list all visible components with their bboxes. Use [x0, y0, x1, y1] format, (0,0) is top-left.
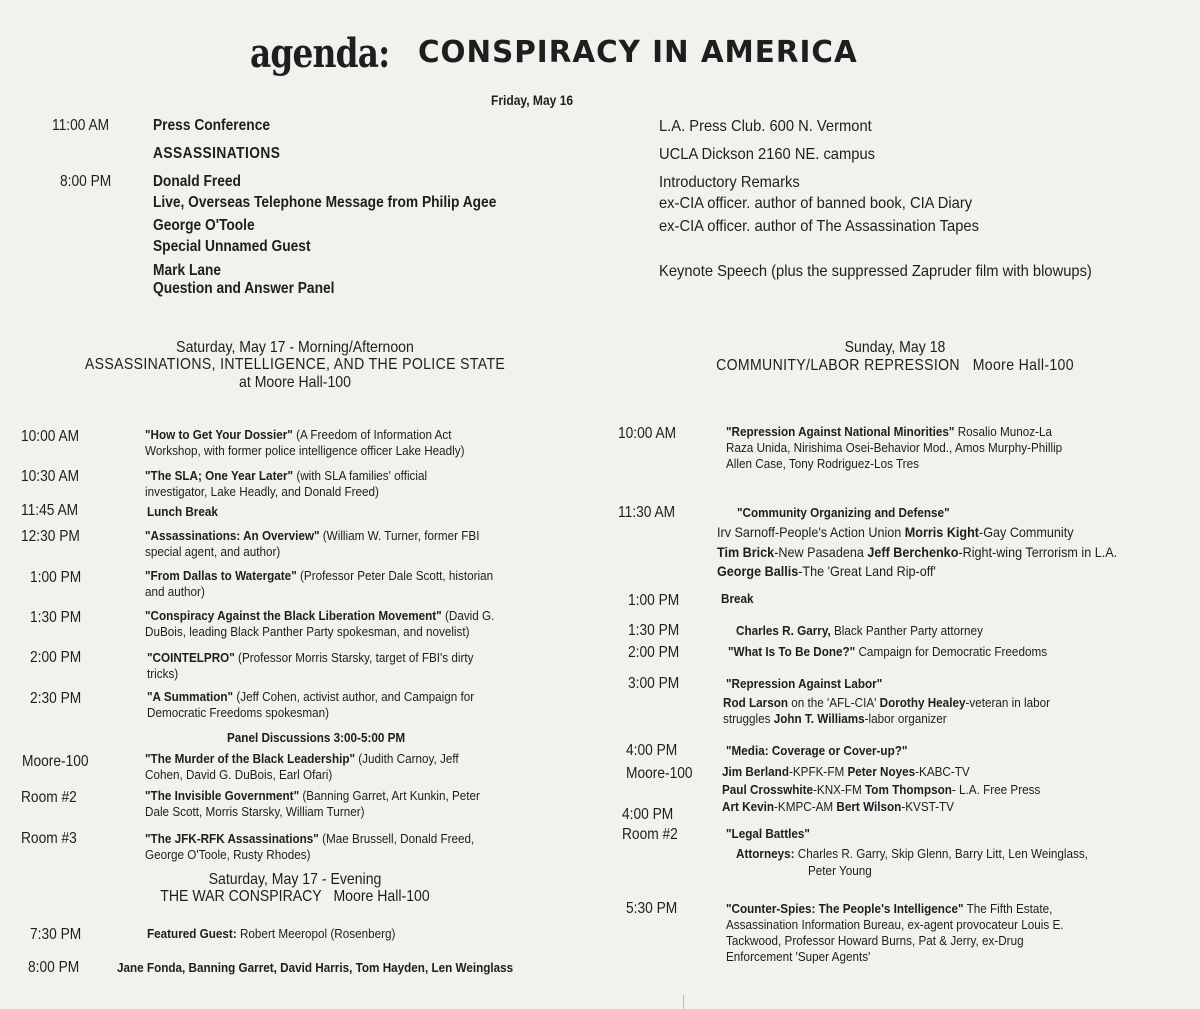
sun-session-garry: Charles R. Garry, Black Panther Party attorney — [736, 623, 983, 638]
sun-session-minorities-detail-2: Allen Case, Tony Rodriguez-Los Tres — [726, 456, 919, 471]
friday-item-press-conference: Press Conference — [153, 117, 271, 134]
sat-time-100: 1:00 PM — [30, 569, 82, 586]
friday-time-800: 8:00 PM — [60, 173, 112, 190]
sat-session-cointelpro-detail: tricks) — [147, 666, 179, 681]
friday-time-1100: 11:00 AM — [52, 117, 110, 134]
page-fold-mark — [683, 995, 684, 1009]
friday-detail-ucla: UCLA Dickson 2160 NE. campus — [659, 146, 875, 163]
sun-session-media-line-2: Paul Crosswhite-KNX-FM Tom Thompson- L.A. Free Press — [722, 782, 1041, 797]
saturday-head-venue: at Moore Hall-100 — [239, 374, 351, 391]
sun-session-legal: "Legal Battles" — [726, 826, 810, 841]
friday-item-assassinations: ASSASSINATIONS — [153, 145, 281, 162]
sat-session-overview-detail: special agent, and author) — [145, 544, 281, 559]
sun-time-400-room2: 4:00 PM — [622, 806, 674, 823]
sat-panel-black-leadership-detail: Cohen, David G. DuBois, Earl Ofari) — [145, 767, 333, 782]
sat-session-summation-detail: Democratic Freedoms spokesman) — [147, 705, 330, 720]
friday-item-mark-lane: Mark Lane — [153, 262, 222, 279]
sun-session-minorities: "Repression Against National Minorities" Rosalio Munoz-La — [726, 424, 1053, 439]
sat-time-1230: 12:30 PM — [21, 528, 80, 545]
sun-session-break: Break — [721, 591, 754, 606]
sat-panel-invisible-government: "The Invisible Government" (Banning Garret, Art Kunkin, Peter — [145, 788, 480, 803]
sat-session-black-liberation: "Conspiracy Against the Black Liberation Movement" (David G. — [145, 608, 495, 623]
sun-time-1130: 11:30 AM — [618, 504, 676, 521]
sat-panel-jfk-rfk: "The JFK-RFK Assassinations" (Mae Brussell, Donald Freed, — [145, 831, 475, 846]
sun-time-1000: 10:00 AM — [618, 425, 677, 442]
sunday-head-date: Sunday, May 18 — [844, 339, 946, 356]
sun-session-counter-spies-line-4: Enforcement 'Super Agents' — [726, 949, 871, 964]
sun-session-labor-line-1: Rod Larson on the 'AFL-CIA' Dorothy Healey-veteran in labor — [723, 695, 1051, 710]
sat-session-cointelpro: "COINTELPRO" (Professor Morris Starsky, target of FBI's dirty — [147, 650, 474, 665]
sun-session-community: "Community Organizing and Defense" — [737, 505, 950, 520]
sun-session-legal-line-1: Attorneys: Charles R. Garry, Skip Glenn, Barry Litt, Len Weinglass, — [736, 846, 1088, 861]
sat-evening-speakers: Jane Fonda, Banning Garret, David Harris, Tom Hayden, Len Weinglass — [117, 960, 514, 975]
friday-detail-press-club: L.A. Press Club. 600 N. Vermont — [659, 118, 872, 135]
sun-session-media: "Media: Coverage or Cover-up?" — [726, 743, 908, 758]
sat-session-sla-detail: investigator, Lake Headly, and Donald Freed) — [145, 484, 379, 499]
sat-session-black-liberation-detail: DuBois, leading Black Panther Party spokesman, and novelist) — [145, 624, 470, 639]
sat-time-1030: 10:30 AM — [21, 468, 80, 485]
sat-session-dossier: "How to Get Your Dossier" (A Freedom of Information Act — [145, 427, 452, 442]
friday-detail-keynote: Keynote Speech (plus the suppressed Zapruder film with blowups) — [659, 263, 1092, 280]
sat-time-730: 7:30 PM — [30, 926, 82, 943]
sat-session-summation: "A Summation" (Jeff Cohen, activist author, and Campaign for — [147, 689, 475, 704]
saturday-evening-head: Saturday, May 17 - Evening — [208, 871, 382, 888]
sun-session-counter-spies-line-2: Assassination Information Bureau, ex-agent provocateur Louis E. — [726, 917, 1064, 932]
sun-session-legal-line-2: Peter Young — [808, 863, 872, 878]
sat-session-dallas-detail: and author) — [145, 584, 205, 599]
sat-panel-room-moore: Moore-100 — [22, 753, 89, 770]
sat-panel-jfk-rfk-detail: George O'Toole, Rusty Rhodes) — [145, 847, 311, 862]
sat-session-sla: "The SLA; One Year Later" (with SLA families' official — [145, 468, 428, 483]
sun-room-moore: Moore-100 — [626, 765, 693, 782]
sat-panel-invisible-government-detail: Dale Scott, Morris Starsky, William Turner) — [145, 804, 365, 819]
sat-panel-heading: Panel Discussions 3:00-5:00 PM — [227, 730, 406, 745]
sun-session-what-to-do: "What Is To Be Done?" Campaign for Democratic Freedoms — [728, 644, 1048, 659]
sun-time-300: 3:00 PM — [628, 675, 680, 692]
sat-time-200: 2:00 PM — [30, 649, 82, 666]
sun-session-minorities-detail-1: Raza Unida, Nirishima Osei-Behavior Mod., Amos Murphy-Phillip — [726, 440, 1063, 455]
sat-panel-room-3: Room #3 — [21, 830, 77, 847]
sat-session-dossier-detail: Workshop, with former police intelligence officer Lake Headly) — [145, 443, 465, 458]
sun-time-100: 1:00 PM — [628, 592, 680, 609]
sun-room-2: Room #2 — [622, 826, 678, 843]
sun-session-community-line-1: Irv Sarnoff-People's Action Union Morris Kight-Gay Community — [717, 524, 1074, 540]
sat-session-overview: "Assassinations: An Overview" (William W. Turner, former FBI — [145, 528, 480, 543]
sat-panel-black-leadership: "The Murder of the Black Leadership" (Judith Carnoy, Jeff — [145, 751, 459, 766]
sun-session-community-line-3: George Ballis-The 'Great Land Rip-off' — [717, 563, 936, 579]
sun-time-530: 5:30 PM — [626, 900, 678, 917]
friday-item-guest: Special Unnamed Guest — [153, 238, 311, 255]
saturday-evening-theme: THE WAR CONSPIRACY Moore Hall-100 — [160, 888, 430, 905]
sun-session-community-line-2: Tim Brick-New Pasadena Jeff Berchenko-Right-wing Terrorism in L.A. — [717, 544, 1118, 560]
sat-time-800: 8:00 PM — [28, 959, 80, 976]
friday-detail-otoole: ex-CIA officer. author of The Assassination Tapes — [659, 218, 979, 235]
sat-time-1145: 11:45 AM — [21, 502, 79, 519]
sun-session-counter-spies: "Counter-Spies: The People's Intelligence" The Fifth Estate, — [726, 901, 1053, 916]
sun-time-200: 2:00 PM — [628, 644, 680, 661]
sat-session-dallas: "From Dallas to Watergate" (Professor Peter Dale Scott, historian — [145, 568, 494, 583]
sunday-head-theme: COMMUNITY/LABOR REPRESSION Moore Hall-100 — [716, 357, 1074, 374]
friday-date: Friday, May 16 — [491, 92, 574, 108]
sun-time-130: 1:30 PM — [628, 622, 680, 639]
sat-time-130: 1:30 PM — [30, 609, 82, 626]
friday-detail-agee: ex-CIA officer. author of banned book, CIA Diary — [659, 195, 973, 212]
sun-time-400: 4:00 PM — [626, 742, 678, 759]
sat-session-lunch: Lunch Break — [147, 504, 218, 519]
document-title: CONSPIRACY IN AMERICA — [418, 35, 858, 70]
sat-time-230: 2:30 PM — [30, 690, 82, 707]
friday-item-philip-agee: Live, Overseas Telephone Message from Philip Agee — [153, 194, 497, 211]
sun-session-labor: "Repression Against Labor" — [726, 676, 883, 691]
friday-item-donald-freed: Donald Freed — [153, 173, 241, 190]
friday-item-otoole: George O'Toole — [153, 217, 255, 234]
sun-session-counter-spies-line-3: Tackwood, Professor Howard Burns, Pat & Jerry, ex-Drug — [726, 933, 1024, 948]
sat-featured-guest: Featured Guest: Robert Meeropol (Rosenberg) — [147, 926, 396, 941]
sat-panel-room-2: Room #2 — [21, 789, 77, 806]
saturday-head-date: Saturday, May 17 - Morning/Afternoon — [176, 339, 414, 356]
friday-item-qa: Question and Answer Panel — [153, 280, 335, 297]
sun-session-media-line-3: Art Kevin-KMPC-AM Bert Wilson-KVST-TV — [722, 799, 954, 814]
title-agenda: agenda: — [250, 30, 390, 77]
sun-session-media-line-1: Jim Berland-KPFK-FM Peter Noyes-KABC-TV — [722, 764, 970, 779]
saturday-head-theme: ASSASSINATIONS, INTELLIGENCE, AND THE POLICE STATE — [84, 356, 506, 373]
sun-session-labor-line-2: struggles John T. Williams-labor organizer — [723, 711, 947, 726]
sat-time-1000: 10:00 AM — [21, 428, 80, 445]
friday-detail-intro: Introductory Remarks — [659, 174, 800, 191]
